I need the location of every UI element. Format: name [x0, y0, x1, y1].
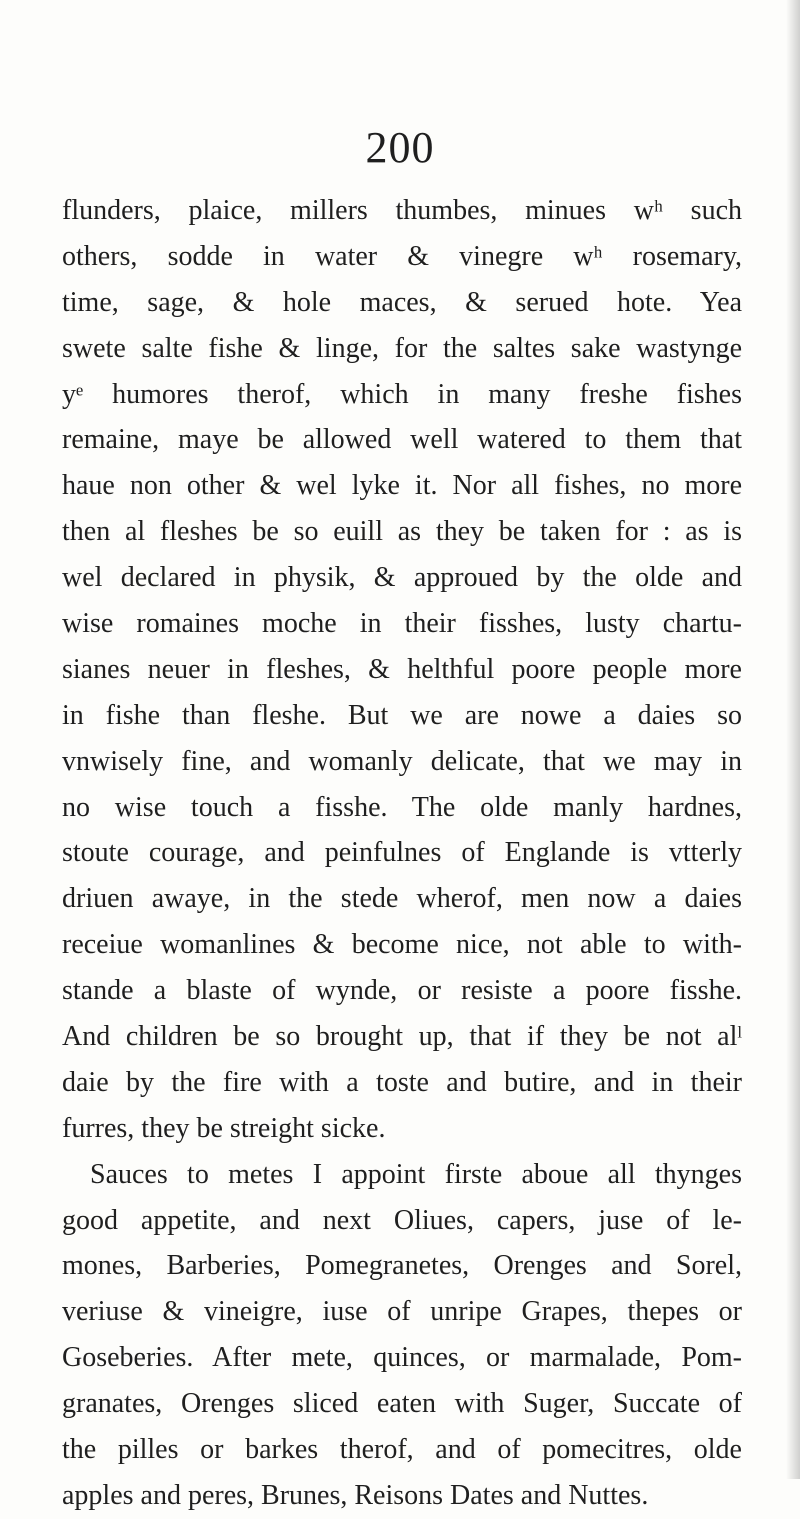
text-line: wise romaines moche in their fisshes, lusty chartu-: [62, 608, 742, 640]
text-line: no wise touch a fisshe. The olde manly hardnes,: [62, 791, 742, 823]
text-line: vnwisely fine, and womanly delicate, that we may in: [62, 745, 742, 777]
text-line: And children be so brought up, that if they be not alˡ: [62, 1021, 742, 1053]
text-line: wel declared in physik, & approued by the olde and: [62, 562, 742, 594]
text-line: stande a blaste of wynde, or resiste a poore fisshe.: [62, 975, 742, 1007]
text-line: veriuse & vineigre, iuse of unripe Grapes, thepes or: [62, 1296, 742, 1328]
text-line: good appetite, and next Oliues, capers, juse of le-: [62, 1204, 742, 1236]
text-line: time, sage, & hole maces, & serued hote. Yea: [62, 286, 742, 318]
text-line: swete salte fishe & linge, for the saltes sake wastynge: [62, 332, 742, 364]
text-line: driuen awaye, in the stede wherof, men now a daies: [62, 883, 742, 915]
text-line: yᵉ humores therof, which in many freshe fishes: [62, 378, 742, 410]
text-line: then al fleshes be so euill as they be taken for : as is: [62, 516, 742, 548]
text-line: sianes neuer in fleshes, & helthful poore people more: [62, 653, 742, 685]
text-line: others, sodde in water & vinegre wʰ rosemary,: [62, 240, 742, 272]
text-line: the pilles or barkes therof, and of pomecitres, olde: [62, 1434, 742, 1466]
text-line: stoute courage, and peinfulnes of Englande is vtterly: [62, 837, 742, 869]
text-line: haue non other & wel lyke it. Nor all fishes, no more: [62, 470, 742, 502]
text-line: mones, Barberies, Pomegranetes, Orenges and Sorel,: [62, 1250, 742, 1282]
text-line: Goseberies. After mete, quinces, or marmalade, Pom-: [62, 1342, 742, 1374]
page-number: 200: [365, 123, 435, 172]
text-line: furres, they be streight sicke.: [62, 1112, 386, 1144]
text-line: daie by the fire with a toste and butire, and in their: [62, 1066, 742, 1098]
text-line: apples and peres, Brunes, Reisons Dates and Nuttes.: [62, 1479, 649, 1511]
text-line: granates, Orenges sliced eaten with Suger, Succate of: [62, 1388, 742, 1420]
body-text: [62, 188, 742, 1519]
text-line: Sauces to metes I appoint firste aboue all thynges: [90, 1158, 742, 1190]
text-line: remaine, maye be allowed well watered to them that: [62, 424, 742, 456]
text-line: flunders, plaice, millers thumbes, minues wʰ such: [62, 195, 742, 226]
text-line: receiue womanlines & become nice, not able to with-: [62, 929, 742, 961]
text-line: in fishe than fleshe. But we are nowe a daies so: [62, 699, 742, 731]
page-edge-shadow: [786, 0, 800, 1479]
